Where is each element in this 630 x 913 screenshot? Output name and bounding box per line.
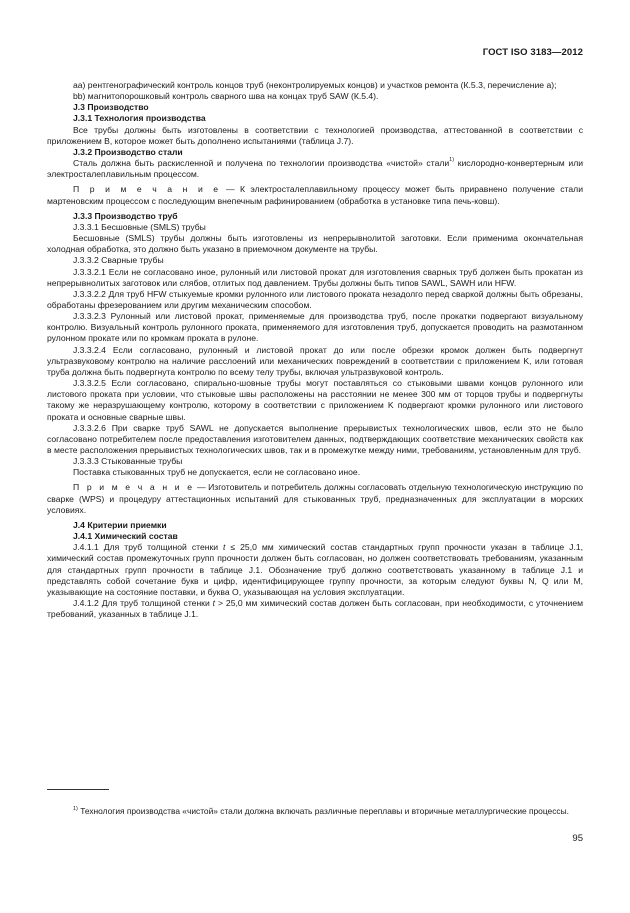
footnote [47, 806, 583, 817]
paragraph-text: J.4.1.2 Для труб толщиной стенки [73, 598, 210, 609]
footnote-text: Технология производства «чистой» стали должна включать различные переплавы и вторичные металлургические процессы. [77, 806, 569, 817]
paragraph [47, 598, 583, 620]
list-item-aa: аа) рентгенографический контроль концов труб (неконтролируемых концов) и участков ремонта (К.5.3, перечисление а); [73, 80, 557, 90]
note [47, 184, 583, 206]
page-number: 95 [572, 833, 583, 844]
note-text: — Изготовитель и потребитель должны согласовать отдельную технологическую инструкцию по сварке (WPS) и процедуру аттестационных испытаний для стыкованных труб, предназначенных для эксплуатации в морских условиях. [47, 482, 583, 515]
paragraph-text: кислородно-конвертерным или электросталеплавильным процессом. [47, 158, 584, 180]
footnote-marker: 1) [73, 805, 78, 812]
variable-t: t [212, 598, 216, 609]
paragraph: J.3.3.2.3 Рулонный или листовой прокат, применяемые для производства труб, после прокатки подвергают визуальному контролю. Визуальный контроль рулонного проката, применяемого для изготовления труб, допускается проводить на размотанном рулонном прокате или по кромкам проката в рулоне. [47, 311, 583, 344]
section-heading-j4-1: J.4.1 Химический состав [73, 531, 178, 542]
footnote-divider [47, 789, 109, 790]
footnote-ref: 1) [449, 157, 455, 164]
paragraph: J.3.3.2.4 Если согласовано, рулонный и листовой прокат до или после обрезки кромок должен быть подвергнут ультразвуковому контролю на наличие расслоений или механических повреждений в соответствии с приложением K, или готовая труба должна быть подвергнута контролю по всему телу трубы, включая ультразвуковой контроль. [47, 344, 583, 377]
note-label: П р и м е ч а н и е [73, 482, 195, 493]
section-heading-j3-2: J.3.2 Производство стали [73, 146, 183, 157]
paragraph: Бесшовные (SMLS) трубы должны быть изготовлены из непрерывнолитой заготовки. Если применима окончательная холодная обработка, это должно быть указано в приемочном документе на трубы. [47, 233, 583, 255]
paragraph-text: Сталь должна быть раскисленной и получена по технологии производства «чистой» стали [73, 158, 450, 169]
paragraph-steel [47, 158, 583, 180]
paragraph: J.3.3.2.1 Если не согласовано иное, рулонный или листовой прокат для изготовления сварных труб должен быть прокатан из непрерывнолитых заготовок или слябов, отлитых под давлением. Трубы должны быть типов SAWL, SAWH или HFW. [47, 266, 583, 288]
paragraph: Все трубы должны быть изготовлены в соответствии с технологией производства, аттестованной в соответствии с приложением В, которое может быть дополнено испытаниями (таблица J.7). [47, 124, 583, 146]
subsection-title: J.3.3.2 Сварные трубы [73, 255, 164, 266]
subsection-title: J.3.3.1 Бесшовные (SMLS) трубы [73, 221, 206, 232]
paragraph: J.3.3.2.5 Если согласовано, спирально-шовные трубы могут поставляться со стыковыми швами концов рулонного или листового проката при условии, что стыковые швы расположены на расстоянии не менее 300 мм от торцов трубы и подвергнуты такому же неразрушающему контролю, которому в соответствии с приложением K подвергают кромки рулонного или листового проката и основные сварные швы. [47, 378, 583, 422]
document-header: ГОСТ ISO 3183—2012 [482, 47, 583, 58]
variable-t: t [223, 542, 226, 553]
paragraph [47, 542, 583, 598]
paragraph-text: J.4.1.1 Для труб толщиной стенки [73, 542, 219, 553]
note [47, 482, 583, 515]
paragraph-text: > 25,0 мм химический состав должен быть согласован, при необходимости, с уточнением требований, указанных в таблице J.1. [47, 598, 584, 620]
note-text: — К электросталеплавильному процессу может быть приравнено получение стали мартеновским процессом с последующим внепечным рафинированием (обработка в установке типа печь-ковш). [47, 184, 583, 206]
section-heading-j3: J.3 Производство [73, 102, 149, 113]
section-heading-j3-3: J.3.3 Производство труб [73, 210, 178, 221]
paragraph: J.3.3.2.2 Для труб HFW стыкуемые кромки рулонного или листового проката незадолго перед сваркой должны быть обрезаны, обработаны фрезерованием или другим механическим способом. [47, 288, 583, 310]
subsection-title: J.3.3.3 Стыкованные трубы [73, 456, 183, 467]
note-label: П р и м е ч а н и е [73, 184, 221, 195]
paragraph-text: ≤ 25,0 мм химический состав стандартных групп прочности указан в таблице J.1, химический состав промежуточных групп прочности должен быть согласован, но должен соответствовать требованиям, указанным для стандартных групп прочности в таблице J.1. Обозначение труб должно соответствовать указанному в таблице J.1 и представлять собой сочетание букв и цифр, идентифицирующее группу прочности, за которым следуют буквы N, Q или M, указывающие на состояние поставки, и буква O, указывающая на условия эксплуатации. [47, 542, 584, 597]
paragraph: Поставка стыкованных труб не допускается, если не согласовано иное. [73, 467, 361, 478]
paragraph: J.3.3.2.6 При сварке труб SAWL не допускается выполнение прерывистых технологических швов, если это не было согласовано потребителем после предоставления изготовителем данных, подтверждающих соответствие механических свойств как в месте расположения прерывистых технологических швов, так и в промежутке между ними, требованиям, установленным для труб. [47, 422, 583, 455]
list-item-bb: bb) магнитопорошковый контроль сварного шва на концах труб SAW (К.5.4). [73, 91, 379, 102]
section-heading-j4: J.4 Критерии приемки [73, 519, 167, 530]
body-text [47, 80, 583, 620]
section-heading-j3-1: J.3.1 Технология производства [73, 113, 206, 124]
